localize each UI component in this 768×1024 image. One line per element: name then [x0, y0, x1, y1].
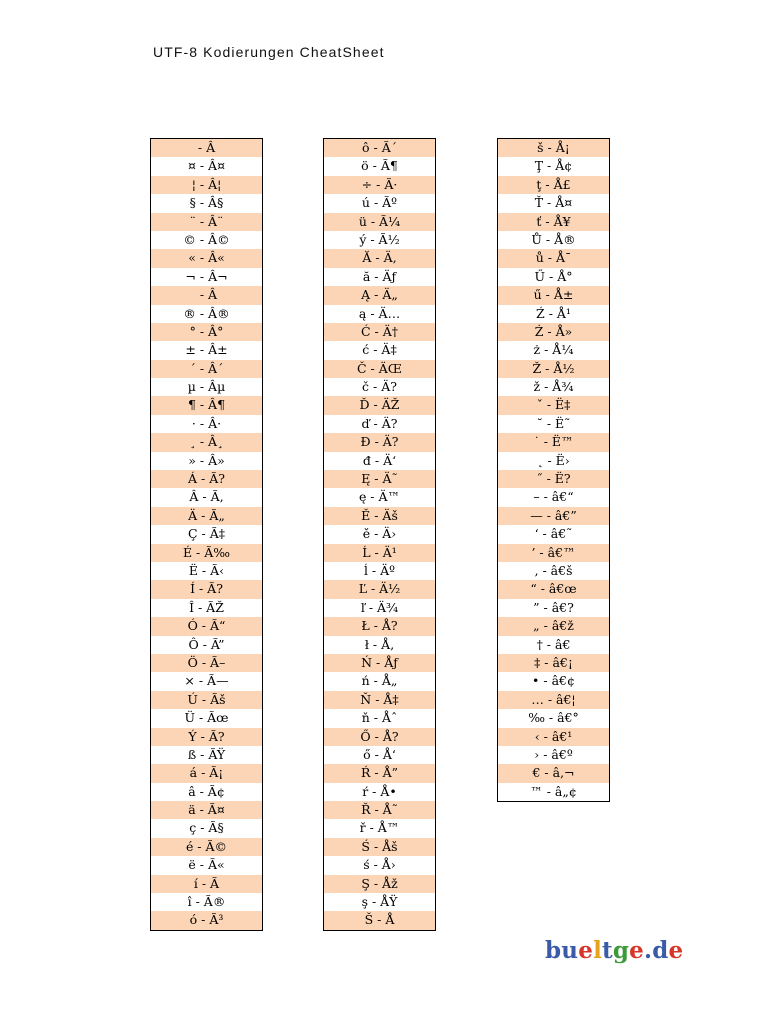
table-cell: ˙ - Ë™	[498, 433, 609, 451]
table-cell: ° - Â°	[151, 323, 262, 341]
table-cell: ´ - Â´	[151, 360, 262, 378]
table-cell: ¨ - Â¨	[151, 213, 262, 231]
table-cell: ‡ - â€¡	[498, 654, 609, 672]
table-cell: ž - Å¾	[498, 378, 609, 396]
table-cell: Ô - Ã”	[151, 636, 262, 654]
table-cell: ¬ - Â¬	[151, 268, 262, 286]
table-cell: Ľ - Ä½	[324, 580, 435, 598]
table-cell: Ö - Ã–	[151, 654, 262, 672]
table-cell: ř - Å™	[324, 819, 435, 837]
table-cell: Ś - Åš	[324, 838, 435, 856]
table-cell: Ě - Äš	[324, 507, 435, 525]
table-cell: ą - Ä…	[324, 305, 435, 323]
table-cell: „ - â€ž	[498, 617, 609, 635]
table-cell: – - â€“	[498, 488, 609, 506]
table-cell: č - Ä?	[324, 378, 435, 396]
table-cell: Ü - Ãœ	[151, 709, 262, 727]
table-cell: Ĺ - Ä¹	[324, 544, 435, 562]
table-cell: ô - Ã´	[324, 139, 435, 157]
table-cell: Ţ - Å¢	[498, 157, 609, 175]
table-cell: Ç - Ã‡	[151, 525, 262, 543]
table-cell: Ă - Ä‚	[324, 249, 435, 267]
table-cell: ‚ - â€š	[498, 562, 609, 580]
table-cell: × - Ã—	[151, 672, 262, 690]
table-cell: › - â€º	[498, 746, 609, 764]
table-cell: Ű - Å°	[498, 268, 609, 286]
table-cell: Ć - Ä†	[324, 323, 435, 341]
table-cell: » - Â»	[151, 452, 262, 470]
table-cell: ŕ - Å•	[324, 783, 435, 801]
column-2	[323, 138, 436, 931]
table-cell: ü - Ã¼	[324, 213, 435, 231]
table-cell: ň - Åˆ	[324, 709, 435, 727]
table-cell: Ł - Å?	[324, 617, 435, 635]
logo-letter: b	[545, 937, 562, 964]
table-cell: Í - Ã?	[151, 580, 262, 598]
table-cell: Ń - Åƒ	[324, 654, 435, 672]
table-cell: Ş - Åž	[324, 875, 435, 893]
table-cell: ß - ÃŸ	[151, 746, 262, 764]
table-cell: © - Â©	[151, 231, 262, 249]
table-cell: — - â€”	[498, 507, 609, 525]
table-cell: Ż - Å»	[498, 323, 609, 341]
table-cell: ä - Ã¤	[151, 801, 262, 819]
table-cell: ˇ - Ë‡	[498, 396, 609, 414]
table-cell: ç - Ã§	[151, 819, 262, 837]
table-cell: Ą - Ä„	[324, 286, 435, 304]
table-cell: ţ - Å£	[498, 176, 609, 194]
table-cell: ż - Å¼	[498, 341, 609, 359]
table-cell: Ó - Ã“	[151, 617, 262, 635]
table-cell: É - Ã‰	[151, 544, 262, 562]
logo-letter: g	[612, 937, 630, 964]
table-cell: ÷ - Ã·	[324, 176, 435, 194]
table-cell: Á - Ã?	[151, 470, 262, 488]
table-cell: µ - Âµ	[151, 378, 262, 396]
table-cell: Ž - Å½	[498, 360, 609, 378]
table-cell: Â - Ã‚	[151, 488, 262, 506]
table-cell: ™ - â„¢	[498, 783, 609, 801]
table-cell: ş - ÅŸ	[324, 893, 435, 911]
table-cell: Ú - Ãš	[151, 691, 262, 709]
table-cell: î - Ã®	[151, 893, 262, 911]
table-cell: ń - Å„	[324, 672, 435, 690]
table-cell: Ę - Ä˜	[324, 470, 435, 488]
table-cell: Č - ÄŒ	[324, 360, 435, 378]
table-cell: « - Â«	[151, 249, 262, 267]
logo-letter: e	[629, 937, 644, 964]
table-cell: ˘ - Ë˜	[498, 415, 609, 433]
table-cell: Ŕ - Å”	[324, 764, 435, 782]
table-cell: · - Â·	[151, 415, 262, 433]
table-cell: Ő - Å?	[324, 728, 435, 746]
table-cell: - Â	[151, 286, 262, 304]
table-cell: § - Â§	[151, 194, 262, 212]
table-cell: Ď - ÄŽ	[324, 396, 435, 414]
bueltge-logo	[545, 937, 683, 964]
table-cell: ă - Äƒ	[324, 268, 435, 286]
logo-letter: d	[652, 937, 669, 964]
table-cell: ¸ - Â¸	[151, 433, 262, 451]
table-cell: ő - Å‘	[324, 746, 435, 764]
table-cell: Đ - Ä?	[324, 433, 435, 451]
table-cell: Ë - Ã‹	[151, 562, 262, 580]
page-title: UTF-8 Kodierungen CheatSheet	[153, 44, 385, 60]
table-cell: ¶ - Â¶	[151, 396, 262, 414]
table-cell: Ź - Å¹	[498, 305, 609, 323]
logo-letter: u	[561, 937, 579, 964]
table-cell: Ů - Å®	[498, 231, 609, 249]
logo-letter: l	[593, 937, 603, 964]
table-cell: ť - Å¥	[498, 213, 609, 231]
table-cell: ˛ - Ë›	[498, 452, 609, 470]
column-3	[497, 138, 610, 802]
table-cell: š - Å¡	[498, 139, 609, 157]
table-cell: Š - Å	[324, 911, 435, 929]
table-cell: ű - Å±	[498, 286, 609, 304]
table-cell: ö - Ã¶	[324, 157, 435, 175]
table-cell: ‘ - â€˜	[498, 525, 609, 543]
logo-letter: t	[602, 937, 613, 964]
table-cell: ů - Å¯	[498, 249, 609, 267]
table-cell: ë - Ã«	[151, 856, 262, 874]
table-cell: Ň - Å‡	[324, 691, 435, 709]
table-cell: … - â€¦	[498, 691, 609, 709]
table-cell: ‹ - â€¹	[498, 728, 609, 746]
table-cell: í - Ã	[151, 875, 262, 893]
table-cell: â - Ã¢	[151, 783, 262, 801]
table-cell: Ř - Å˜	[324, 801, 435, 819]
logo-letter: e	[578, 937, 594, 964]
table-cell: Ý - Ã?	[151, 728, 262, 746]
table-cell: “ - â€œ	[498, 580, 609, 598]
table-cell: € - â‚¬	[498, 764, 609, 782]
table-cell: ® - Â®	[151, 305, 262, 323]
table-cell: ý - Ã½	[324, 231, 435, 249]
table-cell: ľ - Ä¾	[324, 599, 435, 617]
table-cell: † - â€	[498, 636, 609, 654]
table-cell: á - Ã¡	[151, 764, 262, 782]
table-cell: ł - Å‚	[324, 636, 435, 654]
table-cell: ĺ - Äº	[324, 562, 435, 580]
table-cell: ę - Ä™	[324, 488, 435, 506]
table-cell: - Â	[151, 139, 262, 157]
logo-letter: .	[643, 937, 653, 964]
table-cell: ” - â€?	[498, 599, 609, 617]
table-cell: ‰ - â€°	[498, 709, 609, 727]
table-cell: ± - Â±	[151, 341, 262, 359]
column-1	[150, 138, 263, 931]
table-cell: ś - Å›	[324, 856, 435, 874]
table-cell: é - Ã©	[151, 838, 262, 856]
table-cell: ’ - â€™	[498, 544, 609, 562]
table-cell: ó - Ã³	[151, 911, 262, 929]
table-cell: ú - Ãº	[324, 194, 435, 212]
table-cell: Ť - Å¤	[498, 194, 609, 212]
logo-letter: e	[668, 937, 684, 964]
table-cell: Î - ÃŽ	[151, 599, 262, 617]
table-cell: ď - Ä?	[324, 415, 435, 433]
table-cell: • - â€¢	[498, 672, 609, 690]
table-cell: ˝ - Ë?	[498, 470, 609, 488]
table-cell: ¤ - Â¤	[151, 157, 262, 175]
table-cell: ¦ - Â¦	[151, 176, 262, 194]
table-cell: Ä - Ã„	[151, 507, 262, 525]
table-cell: ě - Ä›	[324, 525, 435, 543]
table-cell: ć - Ä‡	[324, 341, 435, 359]
table-cell: đ - Ä‘	[324, 452, 435, 470]
